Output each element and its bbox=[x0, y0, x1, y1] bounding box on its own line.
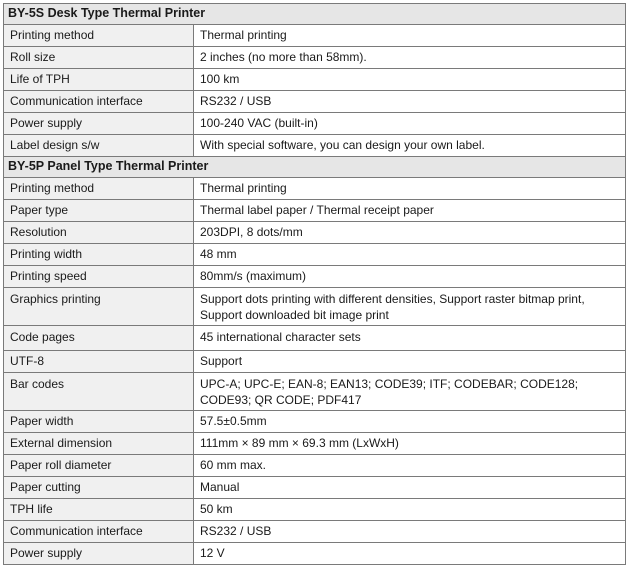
spec-value: Support dots printing with different densities, Support raster bitmap print, Support downloaded bit image print bbox=[194, 288, 626, 326]
table-row bbox=[4, 135, 626, 157]
section-header bbox=[4, 4, 626, 25]
spec-value: Thermal printing bbox=[194, 178, 626, 200]
spec-label: Bar codes bbox=[4, 373, 194, 411]
spec-value: Thermal printing bbox=[194, 25, 626, 47]
section-header bbox=[4, 157, 626, 178]
spec-value: 2 inches (no more than 58mm). bbox=[194, 47, 626, 69]
table-row bbox=[4, 477, 626, 499]
spec-label: Printing method bbox=[4, 25, 194, 47]
spec-value: 48 mm bbox=[194, 244, 626, 266]
spec-label: UTF-8 bbox=[4, 351, 194, 373]
section-title: BY-5P Panel Type Thermal Printer bbox=[4, 157, 626, 178]
spec-label: Communication interface bbox=[4, 91, 194, 113]
spec-value: 50 km bbox=[194, 499, 626, 521]
spec-label: Power supply bbox=[4, 113, 194, 135]
spec-value: RS232 / USB bbox=[194, 521, 626, 543]
spec-label: External dimension bbox=[4, 433, 194, 455]
spec-value: 12 V bbox=[194, 543, 626, 565]
spec-label: Paper cutting bbox=[4, 477, 194, 499]
table-row bbox=[4, 543, 626, 565]
spec-value: Manual bbox=[194, 477, 626, 499]
section-title: BY-5S Desk Type Thermal Printer bbox=[4, 4, 626, 25]
spec-value: 60 mm max. bbox=[194, 455, 626, 477]
spec-label: Code pages bbox=[4, 326, 194, 351]
spec-value: RS232 / USB bbox=[194, 91, 626, 113]
table-row bbox=[4, 244, 626, 266]
table-row bbox=[4, 373, 626, 411]
spec-label: Printing method bbox=[4, 178, 194, 200]
spec-label: Graphics printing bbox=[4, 288, 194, 326]
table-row bbox=[4, 200, 626, 222]
spec-value: Thermal label paper / Thermal receipt paper bbox=[194, 200, 626, 222]
spec-label: Paper roll diameter bbox=[4, 455, 194, 477]
spec-value: With special software, you can design your own label. bbox=[194, 135, 626, 157]
spec-value: 100-240 VAC (built-in) bbox=[194, 113, 626, 135]
table-row bbox=[4, 455, 626, 477]
spec-label: Paper width bbox=[4, 411, 194, 433]
table-row bbox=[4, 288, 626, 326]
spec-label: TPH life bbox=[4, 499, 194, 521]
spec-label: Printing width bbox=[4, 244, 194, 266]
spec-label: Printing speed bbox=[4, 266, 194, 288]
spec-value: 57.5±0.5mm bbox=[194, 411, 626, 433]
spec-value: 100 km bbox=[194, 69, 626, 91]
spec-table bbox=[3, 3, 626, 565]
spec-label: Power supply bbox=[4, 543, 194, 565]
table-row bbox=[4, 433, 626, 455]
spec-value: Support bbox=[194, 351, 626, 373]
spec-label: Life of TPH bbox=[4, 69, 194, 91]
table-row bbox=[4, 222, 626, 244]
spec-label: Resolution bbox=[4, 222, 194, 244]
spec-label: Roll size bbox=[4, 47, 194, 69]
table-row bbox=[4, 69, 626, 91]
table-row bbox=[4, 113, 626, 135]
table-row bbox=[4, 25, 626, 47]
table-row bbox=[4, 178, 626, 200]
table-row bbox=[4, 521, 626, 543]
spec-value: UPC-A; UPC-E; EAN-8; EAN13; CODE39; ITF; CODEBAR; CODE128; CODE93; QR CODE; PDF417 bbox=[194, 373, 626, 411]
table-row bbox=[4, 351, 626, 373]
spec-label: Communication interface bbox=[4, 521, 194, 543]
spec-label: Label design s/w bbox=[4, 135, 194, 157]
spec-value: 45 international character sets bbox=[194, 326, 626, 351]
table-row bbox=[4, 499, 626, 521]
table-row bbox=[4, 326, 626, 351]
spec-value: 111mm × 89 mm × 69.3 mm (LxWxH) bbox=[194, 433, 626, 455]
spec-value: 203DPI, 8 dots/mm bbox=[194, 222, 626, 244]
table-row bbox=[4, 91, 626, 113]
table-row bbox=[4, 47, 626, 69]
spec-value: 80mm/s (maximum) bbox=[194, 266, 626, 288]
table-row bbox=[4, 411, 626, 433]
table-row bbox=[4, 266, 626, 288]
spec-label: Paper type bbox=[4, 200, 194, 222]
